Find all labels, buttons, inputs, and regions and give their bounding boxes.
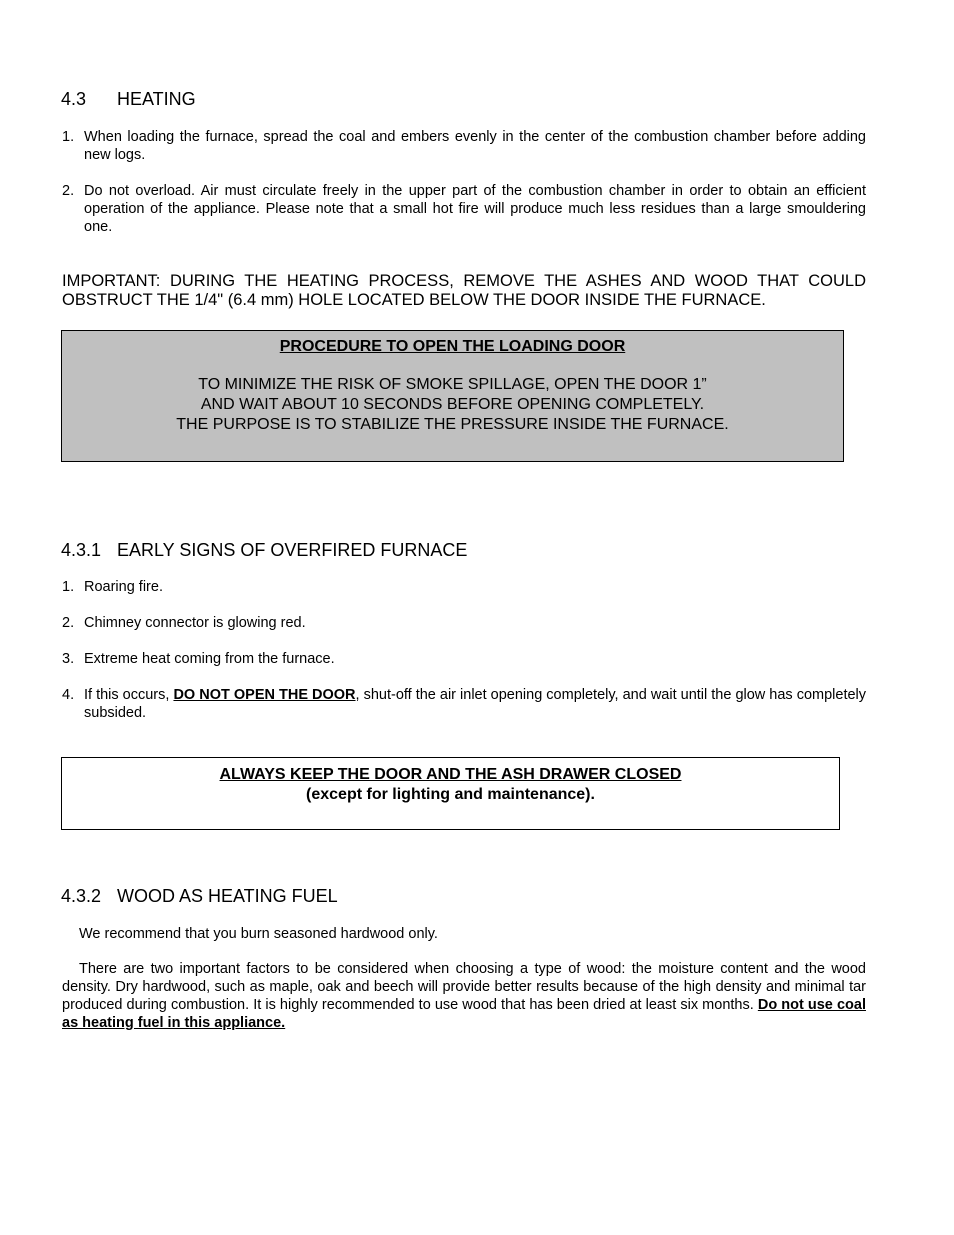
procedure-line: AND WAIT ABOUT 10 SECONDS BEFORE OPENING COMPLETELY. [200, 396, 705, 413]
list-text: When loading the furnace, spread the coal and embers evenly in the center of the combustion chamber before adding new logs. [84, 129, 866, 163]
list-item [62, 128, 866, 164]
list-text: Roaring fire. [84, 579, 163, 595]
paragraph: We recommend that you burn seasoned hardwood only. [79, 926, 438, 942]
procedure-line: TO MINIMIZE THE RISK OF SMOKE SPILLAGE, OPEN THE DOOR 1” [198, 376, 707, 393]
list-item [62, 650, 866, 668]
section-heading-4-3-1 [61, 540, 467, 561]
section-title: EARLY SIGNS OF OVERFIRED FURNACE [117, 540, 468, 560]
section-number: 4.3.1 [61, 540, 102, 560]
section-title: WOOD AS HEATING FUEL [117, 886, 338, 906]
paragraph [62, 960, 866, 1032]
list-text: Chimney connector is glowing red. [84, 615, 306, 631]
list-item [62, 182, 866, 236]
list-text-suffix: , shut-off the air inlet opening completely, and wait until the glow has completely subsided. [84, 687, 867, 721]
list-number: 3. [62, 651, 75, 667]
procedure-box [61, 330, 844, 462]
section-number: 4.3.2 [61, 886, 102, 906]
section-number: 4.3 [61, 89, 87, 109]
list-item [62, 578, 866, 596]
list-number: 2. [62, 615, 75, 631]
list-item [62, 614, 866, 632]
list-number: 4. [62, 687, 75, 703]
list-text [84, 686, 866, 722]
procedure-title: PROCEDURE TO OPEN THE LOADING DOOR [279, 338, 626, 355]
paragraph-text: There are two important factors to be considered when choosing a type of wood: the moisture content and the wood density. Dry hardwood, such as maple, oak and beech will provide better results because of the high density and minimal tar produced during combustion. It is highly recommended to use wood that has been dried at least six months. [62, 961, 866, 1013]
important-notice: IMPORTANT: DURING THE HEATING PROCESS, REMOVE THE ASHES AND WOOD THAT COULD OBSTRUCT THE 1/4" (6.4 mm) HOLE LOCATED BELOW THE DOOR INSIDE THE FURNACE. [62, 272, 866, 309]
section-heading-4-3 [61, 89, 196, 110]
coal-warning: Do not use coal as heating fuel in this appliance. [62, 997, 866, 1031]
list-text: Extreme heat coming from the furnace. [84, 651, 335, 667]
procedure-line: THE PURPOSE IS TO STABILIZE THE PRESSURE INSIDE THE FURNACE. [176, 416, 729, 433]
list-text-prefix: If this occurs, [84, 687, 174, 703]
section-heading-4-3-2 [61, 886, 338, 907]
door-warning-line2: (except for lighting and maintenance). [306, 786, 595, 803]
door-warning-line1: ALWAYS KEEP THE DOOR AND THE ASH DRAWER CLOSED [219, 766, 682, 783]
list-text: Do not overload. Air must circulate freely in the upper part of the combustion chamber in order to obtain an efficient operation of the appliance. Please note that a small hot fire will produce much less residues than a large smouldering one. [84, 183, 866, 235]
list-number: 2. [62, 183, 75, 199]
section-title: HEATING [117, 89, 196, 109]
list-number: 1. [62, 129, 75, 145]
door-warning-box [61, 757, 840, 830]
procedure-text [62, 375, 843, 435]
list-number: 1. [62, 579, 75, 595]
list-item [62, 686, 866, 722]
warning-emphasis: DO NOT OPEN THE DOOR [173, 687, 356, 703]
